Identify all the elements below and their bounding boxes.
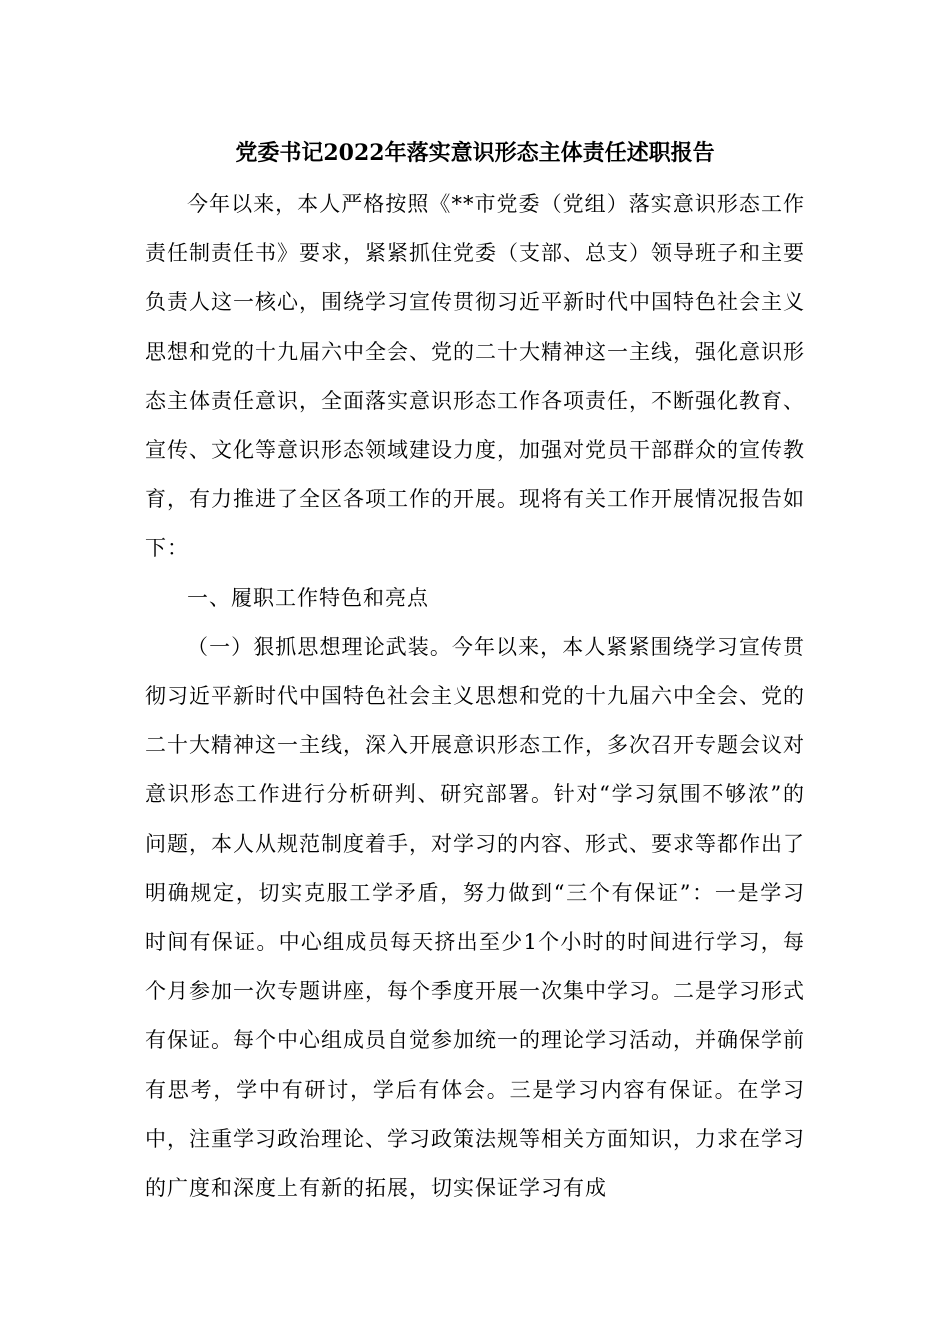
section-heading: 一、履职工作特色和亮点 bbox=[187, 585, 429, 610]
document-body bbox=[145, 180, 805, 1213]
document-title: 党委书记2022年落实意识形态主体责任述职报告 bbox=[235, 140, 715, 166]
section-paragraph: （一）狠抓思想理论武装。今年以来，本人紧紧围绕学习宣传贯彻习近平新时代中国特色社会主义思想和党的十九届六中全会、党的二十大精神这一主线，深入开展意识形态工作，多次召开专题会议对意识形态工作进行分析研判、研究部署。针对“学习氛围不够浓”的问题，本人从规范制度着手，对学习的内容、形式、要求等都作出了明确规定，切实克服工学矛盾，努力做到“三个有保证”：一是学习时间有保证。中心组成员每天挤出至少1个小时的时间进行学习，每个月参加一次专题讲座，每个季度开展一次集中学习。二是学习形式有保证。每个中心组成员自觉参加统一的理论学习活动，并确保学前有思考，学中有研讨，学后有体会。三是学习内容有保证。在学习中，注重学习政治理论、学习政策法规等相关方面知识，力求在学习的广度和深度上有新的拓展，切实保证学习有成 bbox=[145, 634, 805, 1201]
intro-paragraph: 今年以来，本人严格按照《**市党委（党组）落实意识形态工作责任制责任书》要求，紧紧抓住党委（支部、总支）领导班子和主要负责人这一核心，围绕学习宣传贯彻习近平新时代中国特色社会主义思想和党的十九届六中全会、党的二十大精神这一主线，强化意识形态主体责任意识，全面落实意识形态工作各项责任，不断强化教育、宣传、文化等意识形态领域建设力度，加强对党员干部群众的宣传教育，有力推进了全区各项工作的开展。现将有关工作开展情况报告如下： bbox=[145, 192, 805, 561]
